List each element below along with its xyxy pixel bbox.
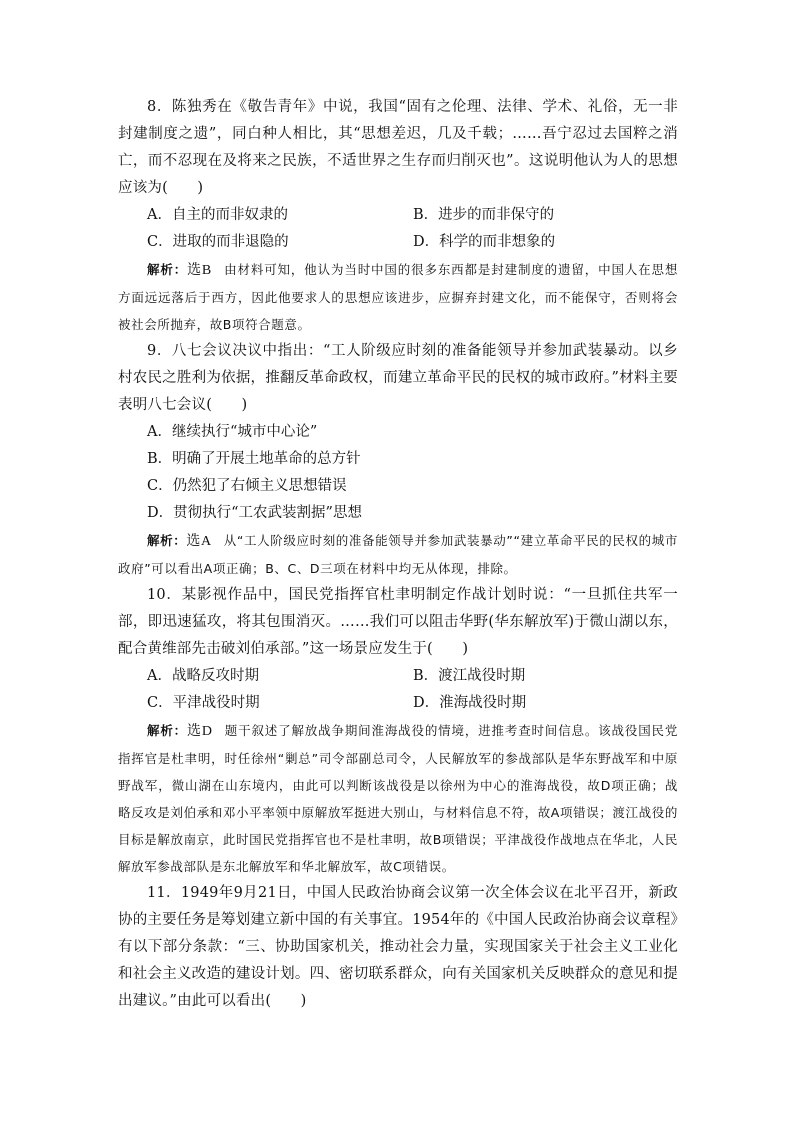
analysis-answer: 选A: [186, 534, 212, 549]
analysis-answer: 选D: [187, 724, 213, 739]
question-9-stem: 9．八七会议决议中指出：“工人阶级应时刻的准备能领导并参加武装暴动。以乡村农民之胜利为依据，推翻反革命政权，而建立革命平民的民权的城市政府。”材料主要表明八七会议( ): [118, 343, 678, 413]
option-b: B．进步的而非保守的: [413, 207, 555, 223]
question-8-options: [118, 202, 678, 256]
document-page: [118, 94, 678, 1015]
option-d: D．贯彻执行“工农武装割据”思想: [147, 505, 362, 521]
analysis-text: 从“工人阶级应时刻的准备能领导并参加武装暴动”“建立革命平民的民权的城市政府”可以看出A项正确；B、C、D三项在材料中均无从体现，排除。: [118, 533, 679, 576]
option-c: C．仍然犯了右倾主义思想错误: [147, 478, 347, 494]
option-d: D．淮海战役时期: [413, 695, 527, 711]
option-b: B．渡江战役时期: [413, 668, 526, 684]
question-8-analysis: [118, 256, 678, 338]
question-10-stem: 10．某影视作品中，国民党指挥官杜聿明制定作战计划时说：“一旦抓住共军一部，即迅速猛攻，将其包围消灭。……我们可以阻击华野(华东解放军)于微山湖以东，配合黄维部先击破刘伯承部。”这一场景应发生于( ): [118, 587, 678, 657]
option-a: A．战略反攻时期: [147, 668, 259, 684]
question-11-stem: 11．1949年9月21日，中国人民政治协商会议第一次全体会议在北平召开，新政协的主要任务是筹划建立新中国的有关事宜。1954年的《中国人民政治协商会议章程》有以下部分条款：“三、协助国家机关，推动社会力量，实现国家关于社会主义工业化和社会主义改造的建设计划。四、密切联系群众，向有关国家机关反映群众的意见和提出建议。”由此可以看出( ): [118, 885, 678, 1009]
option-a: A．继续执行“城市中心论”: [147, 424, 318, 440]
analysis-label: 解析：: [147, 723, 188, 738]
analysis-label: 解析：: [147, 262, 188, 277]
question-9-analysis: [118, 527, 678, 582]
question-9-options: [118, 419, 678, 527]
option-c: C．进取的而非退隐的: [147, 234, 289, 250]
option-c: C．平津战役时期: [147, 695, 260, 711]
analysis-text: 由材料可知，他认为当时中国的很多东西都是封建制度的遗留，中国人在思想方面远远落后于西方，因此他要求人的思想应该进步，应摒弃封建文化，而不能保守，否则将会被社会所抛弃，故B项符合题意。: [118, 262, 678, 332]
option-b: B．明确了开展土地革命的总方针: [147, 451, 361, 467]
option-a: A．自主的而非奴隶的: [147, 207, 288, 223]
question-10-options: [118, 663, 678, 717]
analysis-label: 解析：: [147, 533, 187, 548]
question-10-analysis: [118, 717, 678, 880]
option-d: D．科学的而非想象的: [413, 234, 556, 250]
analysis-answer: 选B: [187, 263, 212, 278]
question-8-stem: 8．陈独秀在《敬告青年》中说，我国“固有之伦理、法律、学术、礼俗，无一非封建制度之遗”，同白种人相比，其“思想差迟，几及千载；……吾宁忍过去国粹之消亡，而不忍现在及将来之民族，不适世界之生存而归削灭也”。这说明他认为人的思想应该为( ): [118, 99, 678, 196]
analysis-text: 题干叙述了解放战争期间淮海战役的情境，进推考查时间信息。该战役国民党指挥官是杜聿明，时任徐州“剿总”司令部副总司令，人民解放军的参战部队是华东野战军和中原野战军，微山湖在山东境内，由此可以判断该战役是以徐州为中心的淮海战役，故D项正确；战略反攻是刘伯承和邓小平率领中原解放军挺进大别山，与材料信息不符，故A项错误；渡江战役的目标是解放南京，此时国民党指挥官也不是杜聿明，故B项错误；平津战役作战地点在华北，人民解放军参战部队是东北解放军和华北解放军，故C项错误。: [118, 723, 678, 874]
